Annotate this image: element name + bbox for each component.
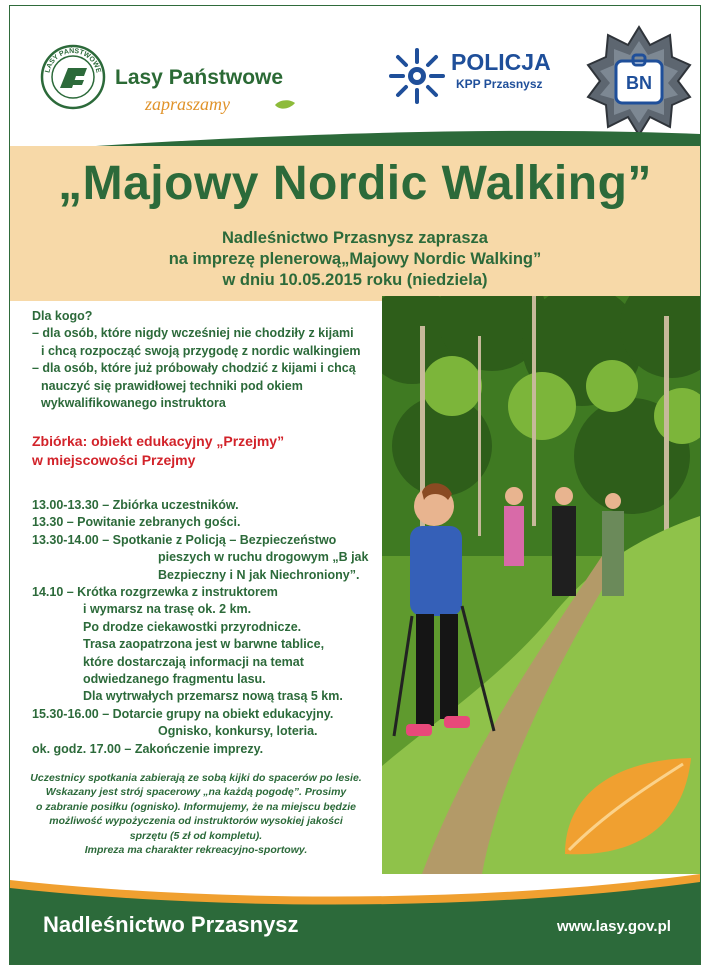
schedule-item: 14.10 – Krótka rozgrzewka z instruktorem	[32, 585, 278, 600]
schedule-item: odwiedzanego fragmentu lasu.	[83, 672, 266, 687]
schedule-item: Ognisko, konkursy, loteria.	[158, 724, 318, 739]
footer-organizer: Nadleśnictwo Przasnysz	[43, 912, 299, 937]
audience-line: – dla osób, które nigdy wcześniej nie chodziły z kijami	[32, 326, 354, 341]
lasy-panstwowe-logo	[40, 44, 106, 110]
intro-line: w dniu 10.05.2015 roku (niedziela)	[222, 271, 488, 289]
note-line: Impreza ma charakter rekreacyjno-sportowy.	[84, 844, 308, 857]
schedule-item: 13.30 – Powitanie zebranych gości.	[32, 515, 241, 530]
intro-line: Nadleśnictwo Przasnysz zaprasza	[222, 229, 488, 247]
note-line: Wskazany jest strój spacerowy „na każdą pogodę”. Prosimy	[45, 786, 347, 799]
schedule-item: Dla wytrwałych przemarsz nową trasą 5 km.	[83, 689, 343, 704]
schedule	[32, 497, 368, 758]
schedule-item: Bezpieczny i N jak Niechroniony”.	[158, 567, 360, 582]
schedule-item: które dostarczają informacji na temat	[83, 654, 304, 669]
police-name: POLICJA	[451, 49, 551, 75]
footer-website-link[interactable]: www.lasy.gov.pl	[557, 918, 671, 935]
police-star-icon	[387, 46, 447, 106]
target-audience	[32, 308, 361, 412]
schedule-item: Trasa zaopatrzona jest w barwne tablice,	[83, 637, 325, 652]
note-line: możliwość wypożyczenia od instruktorów wysokiej jakości	[49, 815, 343, 828]
lasy-panstwowe-name: Lasy Państwowe	[115, 66, 284, 89]
meeting-point	[32, 432, 284, 470]
schedule-item: 13.30-14.00 – Spotkanie z Policją – Bezpieczeństwo	[32, 532, 337, 547]
audience-heading: Dla kogo?	[32, 309, 93, 323]
intro-text	[10, 228, 700, 291]
meeting-line: w miejscowości Przejmy	[32, 452, 196, 468]
leaf-icon	[274, 99, 296, 111]
schedule-item: 15.30-16.00 – Dotarcie grupy na obiekt edukacyjny.	[32, 706, 334, 721]
meeting-line: Zbiórka: obiekt edukacyjny „Przejmy”	[32, 433, 285, 449]
bn-police-badge	[586, 25, 692, 137]
schedule-item: Po drodze ciekawostki przyrodnicze.	[83, 619, 302, 634]
note-line: Uczestnicy spotkania zabierają ze sobą kijki do spacerów po lesie.	[30, 772, 362, 784]
lasy-tagline: zapraszamy	[145, 94, 231, 114]
audience-line: – dla osób, które już próbowały chodzić z kijami i chcą	[32, 361, 356, 376]
leaf-decoration-icon	[555, 754, 695, 864]
audience-line: i chcą rozpocząć swoją przygodę z nordic walkingiem	[41, 343, 361, 358]
note-line: sprzętu (5 zł od kompletu).	[129, 829, 263, 842]
intro-line: na imprezę plenerową„Majowy Nordic Walking”	[168, 250, 542, 268]
schedule-item: pieszych w ruchu drogowym „B jak	[158, 550, 369, 565]
audience-line: wykwalifikowanego instruktora	[41, 396, 226, 411]
note-line: o zabranie posiłku (ognisko). Informujemy, że na miejscu będzie	[36, 800, 356, 813]
audience-line: nauczyć się prawidłowej techniki pod okiem	[41, 378, 303, 393]
lasy-emblem-text: LASY PAŃSTWOWE	[44, 47, 102, 74]
badge-text: BN	[626, 73, 652, 93]
schedule-item: i wymarsz na trasę ok. 2 km.	[83, 602, 252, 617]
schedule-item: 13.00-13.30 – Zbiórka uczestników.	[32, 498, 239, 512]
poster	[9, 5, 701, 965]
schedule-item: ok. godz. 17.00 – Zakończenie imprezy.	[32, 741, 264, 756]
event-title: „Majowy Nordic Walking”	[58, 157, 652, 210]
police-unit: KPP Przasnysz	[456, 77, 543, 91]
